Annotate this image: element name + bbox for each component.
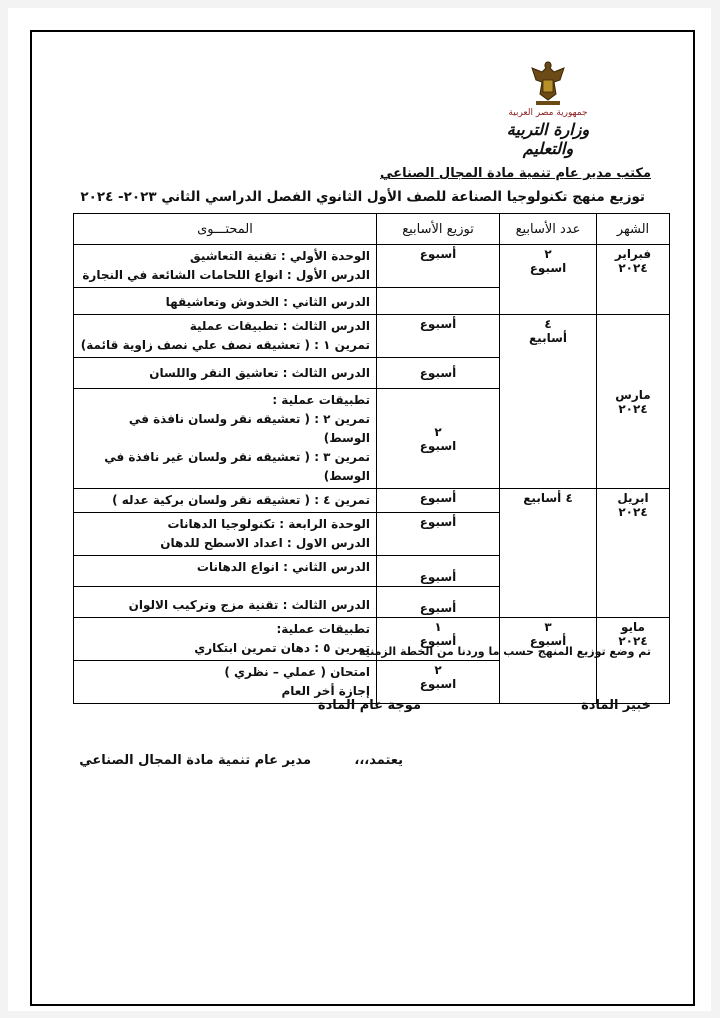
content-cell: تطبيقات عملية: تمرين ٥ : دهان تمرين ابتكاري xyxy=(74,618,377,661)
distribution-cell: أسبوع xyxy=(377,556,500,587)
header-month: الشهر xyxy=(597,214,670,245)
content-cell: تمرين ٤ : ( تعشيقه نقر ولسان بركية عدله ) xyxy=(74,489,377,513)
office-heading: مكتب مدير عام تنمية مادة المجال الصناعي xyxy=(380,166,651,181)
footnote: تم وضع توزيع المنهج حسب ما وردنا من الخطة الزمنية xyxy=(358,645,651,658)
distribution-cell: أسبوع xyxy=(377,245,500,288)
content-cell: الدرس الثالث : تعاشيق النقر واللسان xyxy=(74,358,377,389)
month-cell: مارس ٢٠٢٤ xyxy=(597,315,670,489)
header-distribution: توزيع الأسابيع xyxy=(377,214,500,245)
content-cell: الدرس الثاني : الخدوش وتعاشيقها xyxy=(74,288,377,315)
content-cell: تطبيقات عملية : تمرين ٢ : ( تعشيقه نقر ولسان نافذة في الوسط) تمرين ٣ : ( تعشيقه نقر ولسان غير نافذة في الوسط) xyxy=(74,389,377,489)
distribution-cell: أسبوع xyxy=(377,587,500,618)
content-cell: الوحدة الرابعة : تكنولوجيا الدهانات الدرس الاول : اعداد الاسطح للدهان xyxy=(74,513,377,556)
content-cell: امتحان ( عملي – نظري ) إجازة أخر العام xyxy=(74,661,377,704)
distribution-cell: أسبوع xyxy=(377,358,500,389)
table-row xyxy=(74,245,670,288)
signature-expert: خبير المادة xyxy=(581,698,651,713)
table-row xyxy=(74,489,670,513)
weeks-count-cell: ٢ اسبوع xyxy=(500,245,597,315)
curriculum-table xyxy=(73,213,670,704)
distribution-cell xyxy=(377,288,500,315)
table-header-row xyxy=(74,214,670,245)
month-cell: مايو ٢٠٢٤ xyxy=(597,618,670,704)
content-cell: الدرس الثالث : تقنية مزج وتركيب الالوان xyxy=(74,587,377,618)
month-cell: فبراير ٢٠٢٤ xyxy=(597,245,670,315)
content-cell: الدرس الثالث : تطبيقات عملية تمرين ١ : ( تعشيقه نصف علي نصف زاوية قائمة) xyxy=(74,315,377,358)
header-weeks-count: عدد الأسابيع xyxy=(500,214,597,245)
content-cell: الدرس الثاني : انواع الدهانات xyxy=(74,556,377,587)
document-page xyxy=(8,8,711,1011)
distribution-cell: أسبوع xyxy=(377,315,500,358)
table-row xyxy=(74,315,670,358)
distribution-cell: أسبوع xyxy=(377,489,500,513)
month-cell: ابريل ٢٠٢٤ xyxy=(597,489,670,618)
approval-label: يعتمد،،، xyxy=(354,753,403,768)
signature-supervisor: موجة عام المادة xyxy=(317,698,421,713)
distribution-cell: ١ أسبوع xyxy=(377,618,500,661)
document-title: توزيع منهج تكنولوجيا الصناعة للصف الأول الثانوي الفصل الدراسي الثاني ٢٠٢٣- ٢٠٢٤ xyxy=(80,189,645,205)
weeks-count-cell: ٣ أسبوع xyxy=(500,618,597,704)
weeks-count-cell: ٤ أسابيع xyxy=(500,315,597,489)
ministry-logo xyxy=(493,60,603,160)
eagle-emblem-icon xyxy=(528,60,568,106)
header-content: المحتـــوى xyxy=(74,214,377,245)
distribution-cell: ٢ اسبوع xyxy=(377,389,500,489)
signature-director: مدير عام تنمية مادة المجال الصناعي xyxy=(79,753,311,768)
distribution-cell: أسبوع xyxy=(377,513,500,556)
weeks-count-cell: ٤ أسابيع xyxy=(500,489,597,618)
distribution-cell: ٢ اسبوع xyxy=(377,661,500,704)
republic-label: جمهورية مصر العربية xyxy=(508,108,588,118)
ministry-name: وزارة التربية والتعليم xyxy=(506,120,590,158)
content-cell: الوحدة الأولي : تقنية التعاشيق الدرس الأول : انواع اللحامات الشائعة في النجارة xyxy=(74,245,377,288)
